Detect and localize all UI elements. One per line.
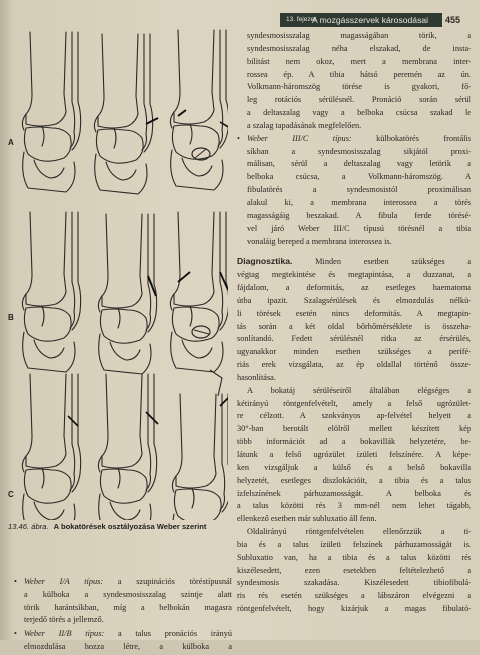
text-line: több információt ad a bokavillák helyzetére, be- [237,437,471,447]
bullet-weber-c [237,133,471,249]
text-line: riás erek vizsgálata, az ép oldallal történő össze- [237,360,471,370]
text-line: A bokatáj sérüléseiről általában elégséges a [247,385,471,395]
text-line: syndesmosisszalag néha elszakad, de insta- [247,43,471,53]
text-line: ken vizsgáljuk a külső és a belső bokavilla [237,462,471,472]
text-line: ellenkező esetben már subluxatio áll fenn. [237,514,377,524]
text-line: a szalag tapadásának megfelelően. [247,120,362,130]
text-line: 30°-ban berotált elölről mellett készített kép [237,424,471,434]
row-label-c: C [8,490,14,499]
text-line: a deltaszalag vagy a belboka csúcsa szakad le [247,108,471,118]
text-line: málisan, sérül a deltaszalag vagy letörik a [247,159,471,169]
paragraph-xray [237,385,471,526]
paragraph-diagnostics [237,255,471,384]
text-line: röntgenfelvételt, hogy kizárjuk a magas fibulató- [237,604,471,614]
text-line: külbokatörés frontális [376,133,471,143]
text-line: kiszélesedett, ezen esetekben feltételezhető a [237,565,471,575]
text-line: síkban a syndesmosisszalag sikjától proxi- [247,146,471,156]
text-line: elmozdulása hozza létre, a külboka a [24,641,232,651]
text-line: Volkmann-háromszög törése is gyakori, fő- [247,82,471,92]
text-line: fájdalom, a deformitás, az esetleges haematoma [237,283,471,293]
text-line: a talus közötti rés 3 mm-nél nem lehet tágabb, [237,501,471,511]
ankle-drawing-a3 [170,30,228,190]
text-line: Subluxatio van, ha a tibia és a talus közötti rés [237,552,471,562]
text-line: a külboka a syndesmosisszalag szintje alatt [24,589,232,599]
ankle-drawing-b3 [170,212,228,372]
text-line: vonaláig bereped a membrana interossea is. [247,236,392,246]
text-line: fibulatörés a syndesmosistól proximálisan [247,185,471,195]
bullet-term: Weber I/A típus: [24,577,104,586]
row-label-a: A [8,138,14,147]
text-line: leg rotációs sérülésnél. Pronáció során sérül [247,95,471,105]
text-line: kétirányú röntgenfelvételt, amely a felső ugrózület- [237,398,471,408]
left-column-text [14,576,232,655]
text-line: Minden esetben szükséges a [315,257,471,267]
text-line: ris rés esetén szükséges a lábszáron elvégezni a [237,591,471,601]
text-line: terjedő törés a jellemző. [24,615,104,625]
text-line: vel járó Weber III/C típusú törésnél a tibia [247,223,471,233]
ankle-drawing-b2 [98,214,156,374]
figure-caption-text: A bokatörések osztályozása Weber szerint [53,522,207,531]
text-line: bia és a talus ízületi felszínek párhuzamosságát is. [237,539,471,549]
paragraph-weber-b-continued [237,30,471,133]
paragraph-lateral-xray [237,526,471,616]
text-line: rossea ép. A tibia hátsó peremén az ún. [247,69,471,79]
figure-number: 13.46. ábra. [8,522,49,531]
text-line: syndesmosisszalag magasságában törik, a [247,31,471,40]
text-line: bilitást nem okoz, mert a membrana inter- [247,56,471,66]
text-line: alakul ki, a membrana interossea a törés [247,197,471,207]
text-line: magasságáig beszakad. A fibula ferde törésé- [247,210,471,220]
bullet-term: Weber II/B típus: [24,629,105,639]
bullet-weber-b [14,628,232,654]
chapter-label: 13. fejezet [286,16,316,23]
text-line: a talus pronációs irányú [117,629,232,639]
text-line: sonlítandó. Fedett sérülésnél ritka az érsérülés, [237,334,471,344]
ankle-drawing-c3 [172,370,228,520]
text-line: ugyanakkor minden esetben szükséges a perifé- [237,347,471,357]
right-column-text [237,30,471,616]
text-line: ízfelszínének párhuzamosságát. A belboka és [237,488,471,498]
text-line: végtag megtekintése és megtapintása, a duzzanat, a [237,270,471,280]
ankle-drawing-c2 [98,374,158,520]
bullet-term: Weber III/C típus: [247,133,352,143]
text-line: látunk a felső ugrózület ízületi felszínére. A képe- [237,450,471,459]
text-line: Oldalirányú röntgenfelvételen ellenőrzzük a ti- [247,527,471,537]
ankle-drawing-b1 [22,212,80,372]
ankle-drawing-c1 [22,374,80,520]
text-line: hasonlítása. [237,372,276,382]
text-line: tás során a két oldal bőrhőmérséklete is összeha- [237,321,471,331]
chapter-title: A mozgásszervek károsodásai [312,15,429,25]
ankle-drawing-a1 [22,32,80,192]
text-line: syndesmosis szakadása. Kiszélesedett tibiofibulá- [237,578,471,588]
section-heading-diagnostics: Diagnosztika. [237,256,293,267]
text-line: helyzetét, esetleges diszlokációit, a tibia és a talus [237,475,471,485]
text-line: törik harántsíkban, míg a belbokán magasra [24,602,232,612]
row-label-b: B [8,313,14,322]
text-line: útba ipazit. Szalagsérülések és elmozdulás nélkü- [237,295,471,305]
page-number: 455 [445,15,461,25]
fracture-section-a [192,148,210,160]
figure-caption [8,522,230,531]
ankle-drawing-a2 [94,34,158,194]
running-header [280,13,442,27]
weber-classification-figure [6,28,228,520]
fracture-section-b [192,326,210,338]
text-line: li törések esetén nincs deformitás. A megtapin- [237,308,471,318]
bullet-weber-a [14,576,232,627]
text-line: re célzott. A szokványos ap-felvétel helyett a [237,411,471,421]
text-line: a szupinációs töréstípusnál [117,577,232,586]
text-line: belboka csúcsa, a Volkmann-háromszög. A [247,172,471,182]
ankle-drawings [6,28,228,520]
